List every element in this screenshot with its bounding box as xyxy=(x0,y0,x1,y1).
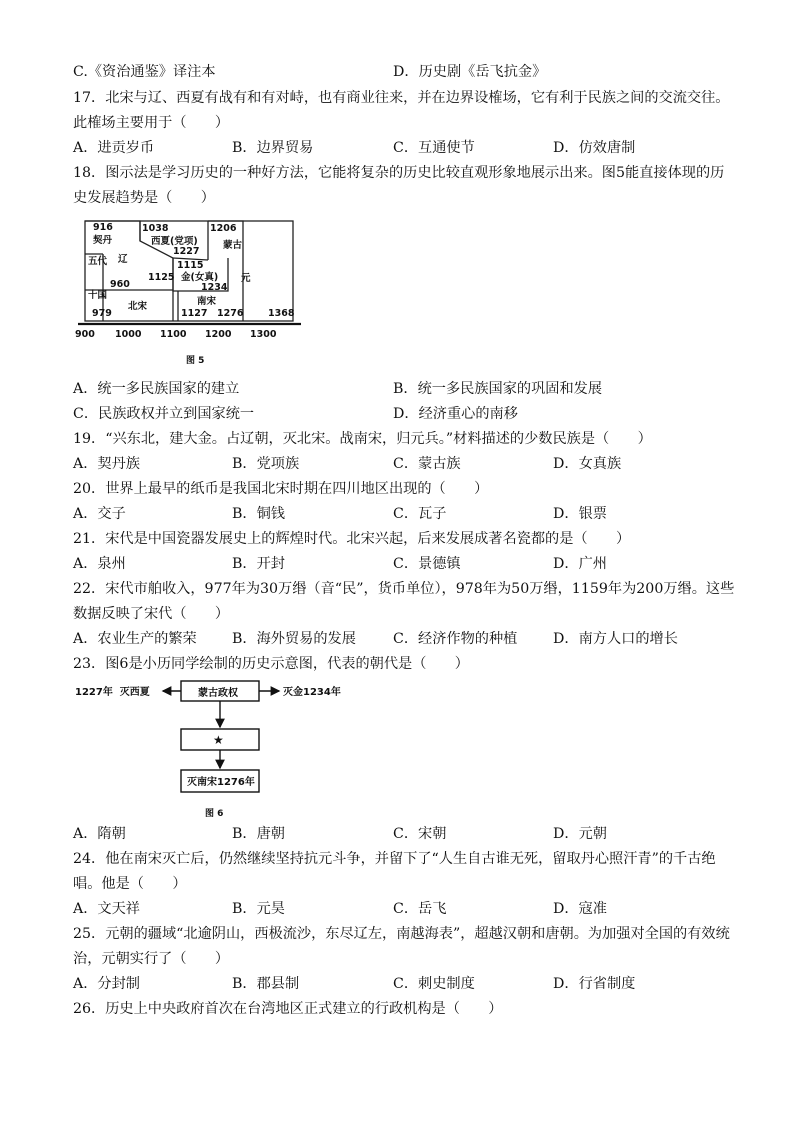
option-a: A．分封制 xyxy=(73,976,140,992)
option-a: A．契丹族 xyxy=(73,456,140,472)
option-c: C．刺史制度 xyxy=(393,976,475,992)
option-a: A．隋朝 xyxy=(73,826,126,842)
prev-option-d: D．历史剧《岳飞抗金》 xyxy=(393,64,547,80)
label-xixia: 西夏(党项) xyxy=(151,236,198,247)
option-a: A．文天祥 xyxy=(73,901,140,917)
figure-5 xyxy=(73,216,303,372)
option-d: D．广州 xyxy=(553,556,607,572)
option-d: D．南方人口的增长 xyxy=(553,631,678,647)
label-1038: 1038 xyxy=(142,223,169,234)
label-shiguo: 十国 xyxy=(88,290,108,301)
question-21-text: 21．宋代是中国瓷器发展史上的辉煌时代。北宋兴起，后来发展成著名瓷都的是（ ） xyxy=(73,531,631,547)
label-1276: 1276 xyxy=(217,308,244,319)
option-c: C．岳飞 xyxy=(393,901,447,917)
question-18-text: 18．图示法是学习历史的一种好方法，它能将复杂的历史比较直观形象地展示出来。图5能直接体现的历 xyxy=(73,165,725,181)
label-916: 916 xyxy=(93,222,113,233)
label-1127: 1127 xyxy=(181,308,208,319)
label-1206: 1206 xyxy=(210,223,237,234)
figure-6-caption: 图 6 xyxy=(205,809,224,819)
axis-tick-1000: 1000 xyxy=(115,329,142,340)
question-19-text: 19．“兴东北，建大金。占辽朝，灭北宋。战南宋，归元兵。”材料描述的少数民族是（ ） xyxy=(73,431,652,447)
option-d: D．经济重心的南移 xyxy=(393,406,518,422)
question-22-text: 22．宋代市舶收入，977年为30万缗（音“民”，货币单位），978年为50万缗，1159年为200万缗。这些 xyxy=(73,581,735,597)
option-b: B．唐朝 xyxy=(232,826,285,842)
option-b: B．边界贸易 xyxy=(232,140,314,156)
option-c: C．民族政权并立到国家统一 xyxy=(73,406,255,422)
option-d: D．元朝 xyxy=(553,826,607,842)
question-24-text: 唱。他是（ ） xyxy=(73,876,187,892)
option-b: B．元昊 xyxy=(232,901,285,917)
option-a: A．农业生产的繁荣 xyxy=(73,631,197,647)
option-a: A．交子 xyxy=(73,506,126,522)
option-c: C．经济作物的种植 xyxy=(393,631,518,647)
question-22-text: 数据反映了宋代（ ） xyxy=(73,606,230,622)
label-menggu: 蒙古 xyxy=(223,240,243,251)
question-23-text: 23．图6是小历同学绘制的历史示意图，代表的朝代是（ ） xyxy=(73,656,469,672)
option-b: B．开封 xyxy=(232,556,285,572)
option-a: A．进贡岁币 xyxy=(73,140,155,156)
label-960: 960 xyxy=(110,279,130,290)
question-25-text: 25．元朝的疆域“北逾阴山，西极流沙，东尽辽左，南越海表”，超越汉朝和唐朝。为加强对全国的有效统 xyxy=(73,926,730,942)
option-d: D．仿效唐制 xyxy=(553,140,636,156)
question-20-text: 20．世界上最早的纸币是我国北宋时期在四川地区出现的（ ） xyxy=(73,481,489,497)
label-1115: 1115 xyxy=(177,260,204,271)
label-1234: 1234 xyxy=(201,282,228,293)
option-b: B．海外贸易的发展 xyxy=(232,631,356,647)
label-nansong: 南宋 xyxy=(197,296,217,307)
label-jin: 金(女真) xyxy=(181,272,219,283)
label-1125: 1125 xyxy=(148,272,175,283)
option-d: D．女真族 xyxy=(553,456,622,472)
label-beisong: 北宋 xyxy=(128,301,148,312)
axis-tick-900: 900 xyxy=(75,329,95,340)
option-b: B．统一多民族国家的巩固和发展 xyxy=(393,381,603,397)
figure-6 xyxy=(73,678,353,826)
label-liao: 辽 xyxy=(118,254,128,265)
question-25-text: 治，元朝实行了（ ） xyxy=(73,951,230,967)
question-24-text: 24．他在南宋灭亡后，仍然继续坚持抗元斗争，并留下了“人生自古谁无死，留取丹心照汗青”的千古绝 xyxy=(73,851,716,867)
axis-tick-1100: 1100 xyxy=(160,329,187,340)
figure-6-top-box: 蒙古政权 xyxy=(198,688,238,699)
option-d: D．银票 xyxy=(553,506,607,522)
figure-5-caption: 图 5 xyxy=(186,356,205,366)
option-c: C．瓦子 xyxy=(393,506,447,522)
option-c: C．景德镇 xyxy=(393,556,461,572)
option-c: C．互通使节 xyxy=(393,140,475,156)
label-1368: 1368 xyxy=(268,308,295,319)
option-a: A．泉州 xyxy=(73,556,126,572)
axis-tick-1200: 1200 xyxy=(205,329,232,340)
question-26-text: 26．历史上中央政府首次在台湾地区正式建立的行政机构是（ ） xyxy=(73,1001,503,1017)
figure-6-star: ★ xyxy=(213,733,224,747)
option-b: B．党项族 xyxy=(232,456,300,472)
question-17-text: 17．北宋与辽、西夏有战有和有对峙，也有商业往来，并在边界设榷场，它有利于民族之间的交流交往。 xyxy=(73,90,730,106)
option-c: C．宋朝 xyxy=(393,826,447,842)
label-979: 979 xyxy=(92,308,112,319)
label-qidan: 契丹 xyxy=(93,235,113,246)
option-b: B．郡县制 xyxy=(232,976,300,992)
option-d: D．行省制度 xyxy=(553,976,636,992)
label-yuan: 元 xyxy=(241,273,251,284)
figure-6-right-label: 灭金1234年 xyxy=(283,687,341,698)
option-d: D．寇准 xyxy=(553,901,607,917)
label-1227: 1227 xyxy=(173,246,200,257)
figure-6-bottom-box: 灭南宋1276年 xyxy=(187,777,255,788)
prev-option-c: C.《资治通鉴》译注本 xyxy=(73,64,216,80)
option-b: B．铜钱 xyxy=(232,506,285,522)
option-c: C．蒙古族 xyxy=(393,456,461,472)
option-a: A．统一多民族国家的建立 xyxy=(73,381,240,397)
label-wudai: 五代 xyxy=(88,256,108,267)
axis-tick-1300: 1300 xyxy=(250,329,277,340)
question-17-text: 此榷场主要用于（ ） xyxy=(73,115,230,131)
question-18-text: 史发展趋势是（ ） xyxy=(73,190,215,206)
figure-6-left-label: 1227年 灭西夏 xyxy=(75,687,150,698)
